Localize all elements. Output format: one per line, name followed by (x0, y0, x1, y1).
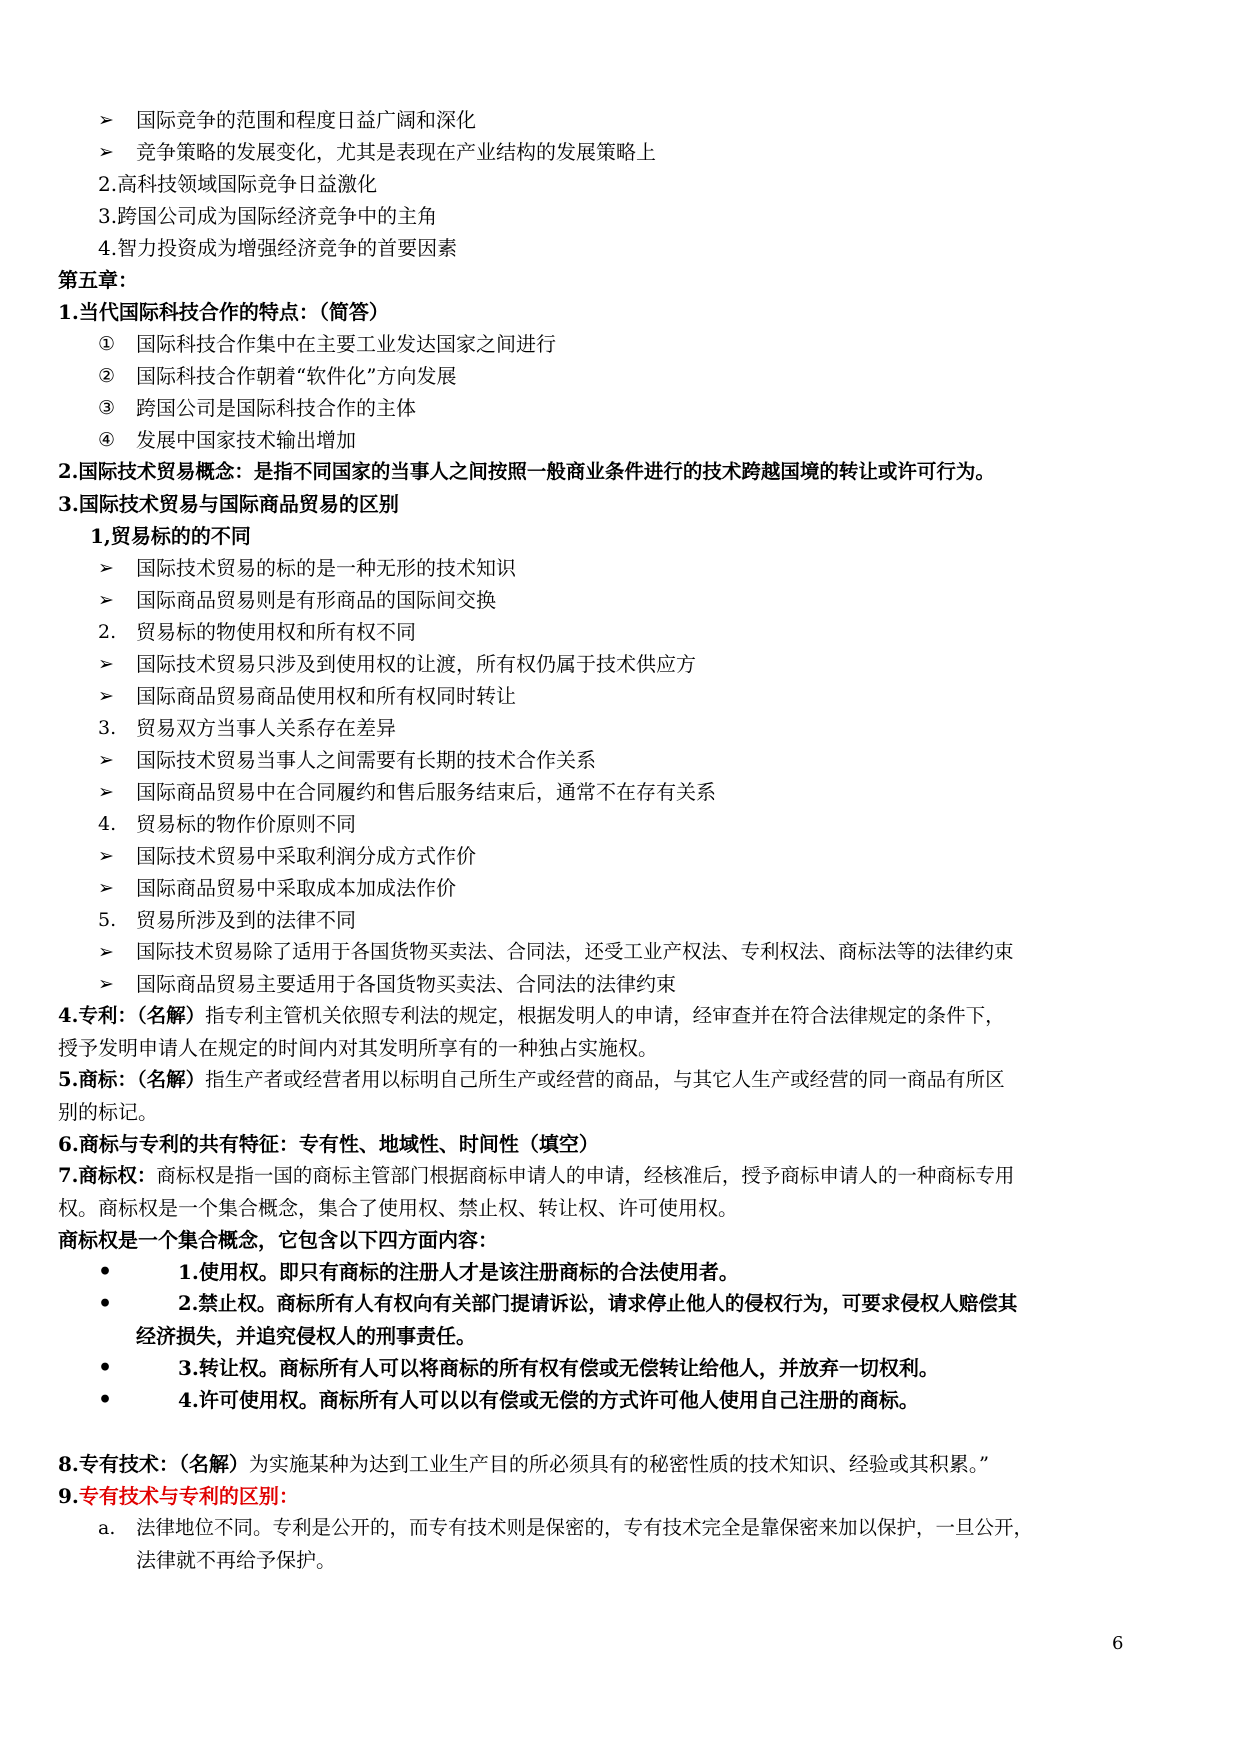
term-label: 5.商标：（名解） (58, 1068, 206, 1091)
number-marker: 5. (98, 909, 117, 931)
section-heading: 6.商标与专利的共有特征：专有性、地域性、时间性（填空） (58, 1132, 599, 1156)
paragraph: 别的标记。 (58, 1100, 158, 1124)
chapter-heading: 第五章： (58, 268, 138, 292)
circled-number-marker: ④ (98, 429, 116, 451)
page-number: 6 (1112, 1633, 1124, 1654)
highlighted-heading: 专有技术与专利的区别： (78, 1484, 299, 1508)
number-marker: 3. (98, 717, 117, 739)
circled-number-marker: ① (98, 333, 116, 355)
subsection-heading: 1,贸易标的的不同 (90, 524, 251, 548)
term-label: 7.商标权： (58, 1164, 157, 1187)
arrow-bullet-icon: ➢ (98, 109, 114, 131)
paragraph: 经济损失，并追究侵权人的刑事责任。 (136, 1324, 476, 1348)
section-heading: 1.当代国际科技合作的特点：（简答） (58, 300, 389, 324)
number-marker: 2. (98, 621, 117, 643)
paragraph: 4.专利：（名解）指专利主管机关依照专利法的规定，根据发明人的申请，经审查并在符合法律规定的条件下， (58, 1004, 1005, 1027)
arrow-bullet-icon: ➢ (98, 845, 114, 867)
paragraph: 3.跨国公司成为国际经济竞争中的主角 (98, 204, 438, 228)
section-heading: 9.专有技术与专利的区别： (58, 1484, 299, 1508)
paragraph: 5.商标：（名解）指生产者或经营者用以标明自己所生产或经营的商品，与其它人生产或经营的同一商品有所区 (58, 1068, 1005, 1091)
circled-number-marker: ② (98, 365, 116, 387)
arrow-bullet-icon: ➢ (98, 557, 114, 579)
arrow-bullet-icon: ➢ (98, 589, 114, 611)
circled-number-marker: ③ (98, 397, 116, 419)
document-page: ➢ 国际竞争的范围和程度日益广阔和深化 ➢ 竞争策略的发展变化，尤其是表现在产业结构的发展策略上 2.高科技领域国际竞争日益激化 3.跨国公司成为国际经济竞争中的主角 4.智力投资成为增强经济竞争的首要因素 第五章： 1.当代国际科技合作的特点：（简答） ① 国际科技合作集中在主要工业发达国家之间进行 ② 国际科技合作朝着“软件化”方向发展 ③ 跨国公司是国际科技合作的主体 ④ 发展中国家技术输出增加 2.国际技术贸易概念：是指不同国家的当事人之间按照一般商业条件进行的技术跨越国境的转让或许可行为。 3.国际技术贸易与国际商品贸易的区别 1,贸易标的的不同 ➢ 国际技术贸易的标的是一种无形的技术知识 ➢ 国际商品贸易则是有形商品的国际间交换 2. 贸易标的物使用权和所有权不同 ➢ 国际技术贸易只涉及到使用权的让渡，所有权仍属于技术供应方 ➢ 国际商品贸易商品使用权和所有权同时转让 3. 贸易双方当事人关系存在差异 ➢ 国际技术贸易当事人之间需要有长期的技术合作关系 ➢ 国际商品贸易中在合同履约和售后服务结束后，通常不在存有关系 4. 贸易标的物作价原则不同 ➢ 国际技术贸易中采取利润分成方式作价 ➢ 国际商品贸易中采取成本加成法作价 5. 贸易所涉及到的法律不同 ➢ 国际技术贸易除了适用于各国货物买卖法、合同法，还受工业产权法、专利权法、商标法等的法律约束 ➢ 国际商品贸易主要适用于各国货物买卖法、合同法的法律约束 4.专利：（名解）指专利主管机关依照专利法的规定，根据发明人的申请，经审查并在符合法律规定的条件下， 授予发明申请人在规定的时间内对其发明所享有的一种独占实施权。 5.商标：（名解）指生产者或经营者用以标明自己所生产或经营的商品，与其它人生产或经营的同一商品有所区 别的标记。 6.商标与专利的共有特征：专有性、地域性、时间性（填空） 7.商标权：商标权是指一国的商标主管部门根据商标申请人的申请，经核准后，授予商标申请人的一种商标专用 权。商标权是一个集合概念，集合了使用权、禁止权、转让权、许可使用权。 商标权是一个集合概念，它包含以下四方面内容： • 1.使用权。即只有商标的注册人才是该注册商标的合法使用者。 • 2.禁止权。商标所有人有权向有关部门提请诉讼，请求停止他人的侵权行为，可要求侵权人赔偿其 经济损失，并追究侵权人的刑事责任。 • 3.转让权。商标所有人可以将商标的所有权有偿或无偿转让给他人，并放弃一切权利。 • 4.许可使用权。商标所有人可以以有偿或无偿的方式许可他人使用自己注册的商标。 8.专有技术：（名解）为实施某种为达到工业生产目的所必须具有的秘密性质的技术知识、经验或其积累。” 9.专有技术与专利的区别： a. 法律地位不同。专利是公开的，而专有技术则是保密的，专有技术完全是靠保密来加以保护，一旦公开， 法律就不再给予保护。 6 (58, 108, 1124, 1654)
section-heading: 3.国际技术贸易与国际商品贸易的区别 (58, 492, 399, 516)
paragraph: 权。商标权是一个集合概念，集合了使用权、禁止权、转让权、许可使用权。 (58, 1196, 738, 1220)
section-heading: 2.国际技术贸易概念：是指不同国家的当事人之间按照一般商业条件进行的技术跨越国境的转让或许可行为。 (58, 460, 995, 483)
paragraph: 授予发明申请人在规定的时间内对其发明所享有的一种独占实施权。 (58, 1036, 658, 1060)
arrow-bullet-icon: ➢ (98, 877, 114, 899)
bullet-dot-icon: • (98, 1259, 113, 1285)
arrow-bullet-icon: ➢ (98, 781, 114, 803)
paragraph: 4.智力投资成为增强经济竞争的首要因素 (98, 236, 458, 260)
section-heading: 商标权是一个集合概念，它包含以下四方面内容： (58, 1228, 498, 1252)
term-label: 8.专有技术：（名解） (58, 1452, 249, 1476)
arrow-bullet-icon: ➢ (98, 973, 114, 995)
letter-marker: a. (98, 1517, 116, 1539)
arrow-bullet-icon: ➢ (98, 141, 114, 163)
bullet-dot-icon: • (98, 1387, 113, 1413)
arrow-bullet-icon: ➢ (98, 749, 114, 771)
bullet-dot-icon: • (98, 1355, 113, 1381)
paragraph: 法律就不再给予保护。 (136, 1548, 336, 1572)
paragraph: 8.专有技术：（名解）为实施某种为达到工业生产目的所必须具有的秘密性质的技术知识、经验或其积累。” (58, 1452, 990, 1476)
term-label: 4.专利：（名解） (58, 1004, 206, 1027)
bullet-dot-icon: • (98, 1291, 113, 1317)
arrow-bullet-icon: ➢ (98, 653, 114, 675)
arrow-bullet-icon: ➢ (98, 685, 114, 707)
paragraph: 7.商标权：商标权是指一国的商标主管部门根据商标申请人的申请，经核准后，授予商标申请人的一种商标专用 (58, 1164, 1015, 1187)
number-marker: 4. (98, 813, 117, 835)
paragraph: 2.高科技领域国际竞争日益激化 (98, 172, 378, 196)
arrow-bullet-icon: ➢ (98, 941, 114, 963)
